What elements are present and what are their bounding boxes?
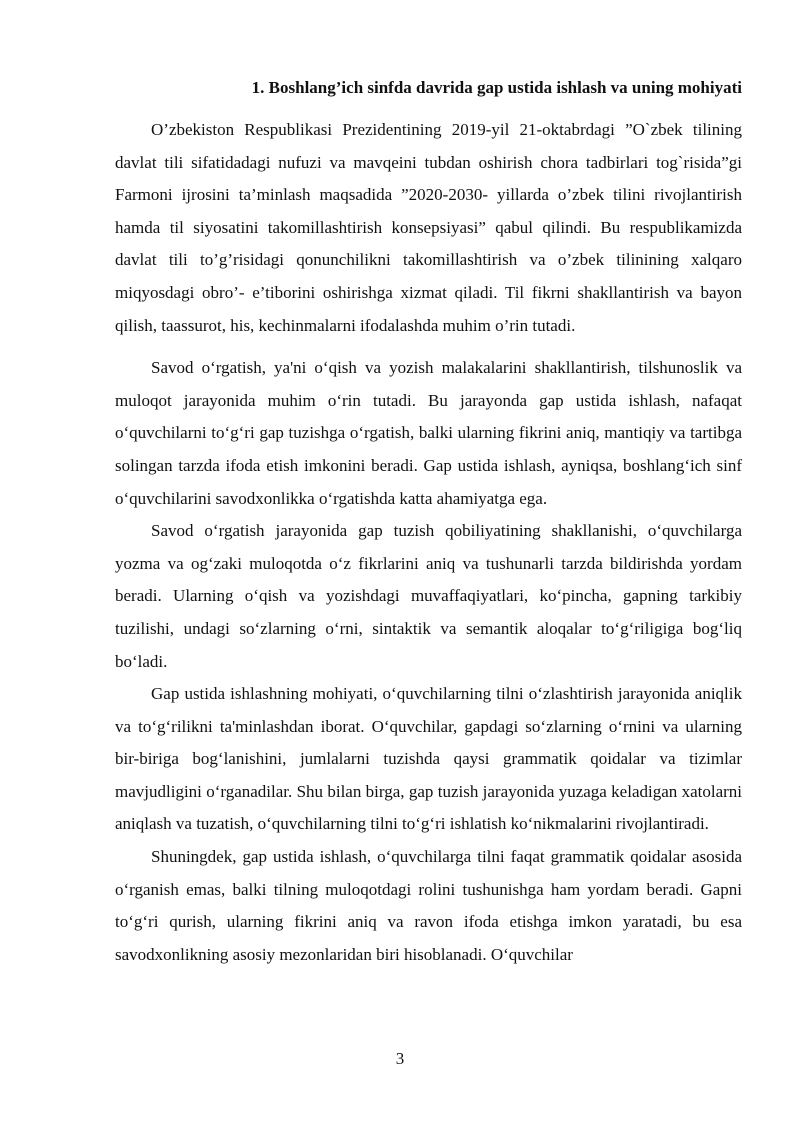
section-heading: 1. Boshlang’ich sinfda davrida gap ustida ishlash va uning mohiyati bbox=[251, 78, 742, 97]
document-page bbox=[115, 74, 742, 971]
paragraph-2: Savod o‘rgatish, ya'ni o‘qish va yozish malakalarini shakllantirish, tilshunoslik va muloqot jarayonida muhim o‘rin tutadi. Bu jarayonda gap ustida ishlash, nafaqat o‘quvchilarni to‘g‘ri gap tuzishga o‘rgatish, balki ularning fikrini aniq, mantiqiy va tartibga solingan tarzda ifoda etish imkonini beradi. Gap ustida ishlash, ayniqsa, boshlang‘ich sinf o‘quvchilarini savodxonlikka o‘rgatishda katta ahamiyatga ega. bbox=[115, 358, 742, 508]
paragraph-1: O’zbekiston Respublikasi Prezidentining 2019-yil 21-oktabrdagi ”O`zbek tilining davlat tili sifatidadagi nufuzi va mavqeini tubdan oshirish chora tadbirlari tog`risida”gi Farmoni ijrosini ta’minlash maqsadida ”2020-2030- yillarda o’zbek tilini rivojlantirish hamda til siyosatini takomillashtirish konsepsiyasi” qabul qilindi. Bu respublikamizda davlat tili to’g’risidagi qonunchilikni takomillashtirish va o’zbek tilinining xalqaro miqyosdagi obro’- e’tiborini oshirishga xizmat qiladi. Til fikrni shakllantirish va bayon qilish, taassurot, his, kechinmalarni ifodalashda muhim o’rin tutadi. bbox=[115, 120, 742, 335]
paragraph-5: Shuningdek, gap ustida ishlash, o‘quvchilarga tilni faqat grammatik qoidalar asosida o‘rganish emas, balki tilning muloqotdagi rolini tushunishga ham yordam beradi. Gapni to‘g‘ri qurish, ularning fikrini aniq va ravon ifoda etishga imkon yaratadi, bu esa savodxonlikning asosiy mezonlaridan biri hisoblanadi. O‘quvchilar bbox=[115, 847, 742, 964]
paragraph-4: Gap ustida ishlashning mohiyati, o‘quvchilarning tilni o‘zlashtirish jarayonida aniqlik va to‘g‘rilikni ta'minlashdan iborat. O‘quvchilar, gapdagi so‘zlarning o‘rnini va ularning bir-biriga bog‘lanishini, jumlalarni tuzishda qaysi grammatik qoidalar va tizimlar mavjudligini o‘rganadilar. Shu bilan birga, gap tuzish jarayonida yuzaga keladigan xatolarni aniqlash va tuzatish, o‘quvchilarning tilni to‘g‘ri ishlatish ko‘nikmalarini rivojlantiradi. bbox=[115, 684, 742, 834]
page-number: 3 bbox=[395, 1049, 405, 1068]
paragraph-3: Savod o‘rgatish jarayonida gap tuzish qobiliyatining shakllanishi, o‘quvchilarga yozma va og‘zaki muloqotda o‘z fikrlarini aniq va tushunarli tarzda bildirishda yordam beradi. Ularning o‘qish va yozishdagi muvaffaqiyatlari, ko‘pincha, gapning tarkibiy tuzilishi, undagi so‘zlarning o‘rni, sintaktik va semantik aloqalar to‘g‘riligiga bog‘liq bo‘ladi. bbox=[115, 521, 742, 671]
